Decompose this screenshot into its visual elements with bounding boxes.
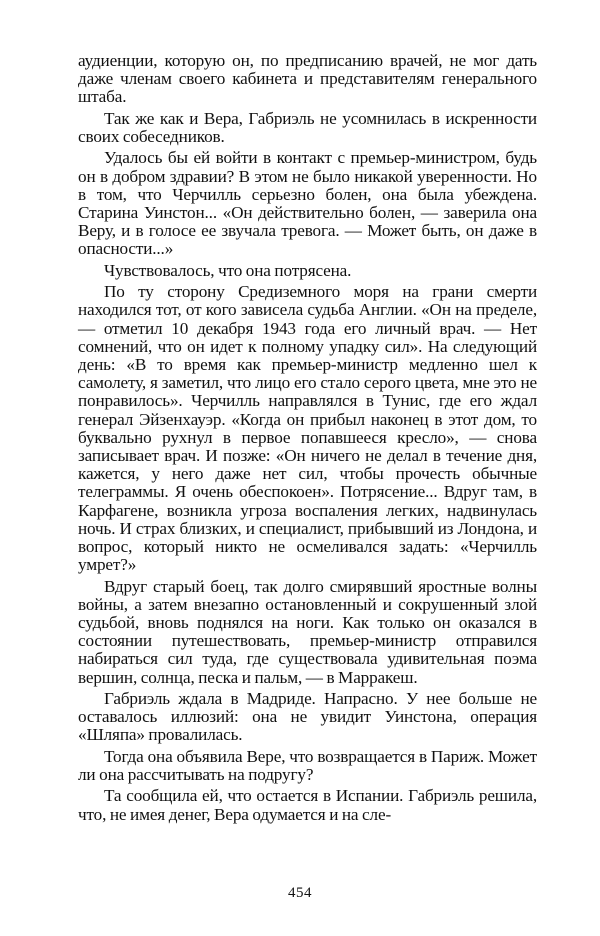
paragraph-8: Тогда она объявила Вере, что возвращается в Париж. Может ли она рассчитывать на подругу? bbox=[78, 746, 537, 785]
paragraph-4: Чувствовалось, что она потрясена. bbox=[104, 260, 352, 280]
page-body bbox=[78, 52, 537, 824]
paragraph-9: Та сообщила ей, что остается в Испании. Габриэль решила, что, не имея денег, Вера одумается и на сле- bbox=[78, 786, 537, 824]
paragraph-5: По ту сторону Средиземного моря на грани смерти находился тот, от кого зависела судьба Англии. «Он на пределе, — отметил 10 декабря 1943 года его личный врач. — Нет сомнений, что он идет к полному упадку сил». На следующий день: «В то время как премьер-министр медленно шел к самолету, я заметил, что лицо его стало серого цвета, мне это не понравилось». Черчилль направлялся в Тунис, где его ждал генерал Эйзенхауэр. «Когда он прибыл наконец в этот дом, то буквально рухнул в первое попавшееся кресло», — снова записывает врач. И позже: «Он ничего не делал в течение дня, кажется, у него даже нет сил, чтобы прочесть обычные телеграммы. Я очень обеспокоен». Потрясение... Вдруг там, в Карфагене, возникла угроза воспаления легких, надвинулась ночь. И страх близких, и специалист, прибывший из Лондона, и вопрос, который никто не осмеливался задать: «Черчилль умрет?» bbox=[78, 282, 537, 575]
page-number: 454 bbox=[288, 885, 312, 901]
paragraph-1: аудиенции, которую он, по предписанию врачей, не мог дать даже членам своего кабинета и представителям генерального штаба. bbox=[78, 51, 537, 107]
paragraph-2: Так же как и Вера, Габриэль не усомнилась в искренности своих собеседников. bbox=[78, 108, 537, 146]
paragraph-3: Удалось бы ей войти в контакт с премьер-министром, будь он в добром здравии? В этом не было никакой уверенности. Но в том, что Черчилль серьезно болен, она была убеждена. Старина Уинстон... «Он действительно болен, — заверила она Веру, и в голосе ее звучала тревога. — Может быть, он даже в опасности...» bbox=[78, 148, 537, 259]
paragraph-6: Вдруг старый боец, так долго смирявший яростные волны войны, а затем внезапно остановленный и сокрушенный злой судьбой, вновь поднялся на ноги. Как только он оказался в состоянии путешествовать, премьер-министр отправился набираться сил туда, где существовала удивительная поэма вершин, солнца, песка и пальм, — в Марракеш. bbox=[78, 576, 537, 687]
paragraph-7: Габриэль ждала в Мадриде. Напрасно. У нее больше не оставалось иллюзий: она не увидит Уинстона, операция «Шляпа» провалилась. bbox=[78, 689, 537, 745]
